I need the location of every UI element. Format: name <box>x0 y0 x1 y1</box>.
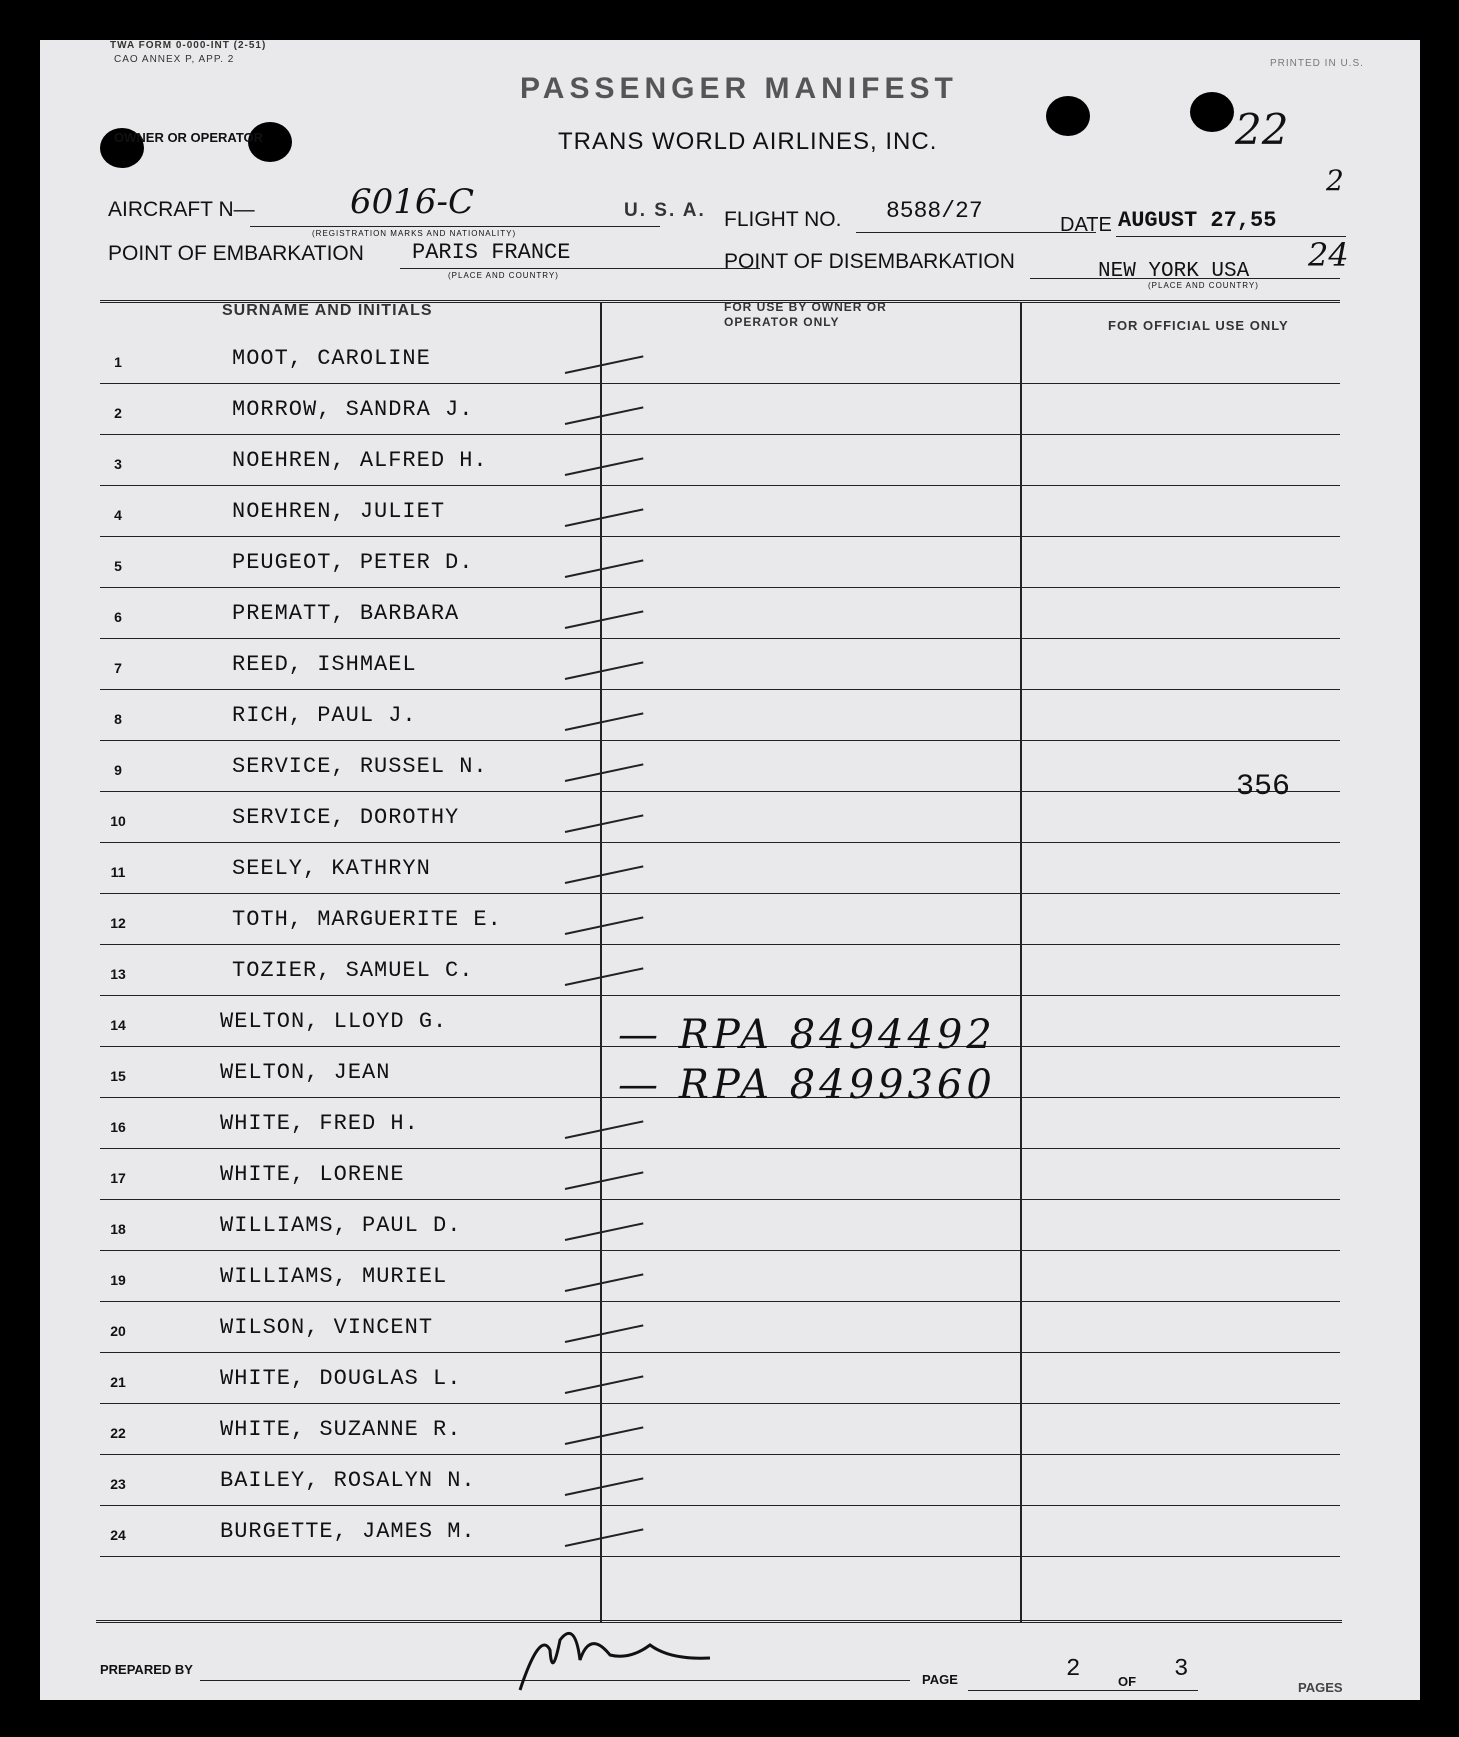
row-number: 20 <box>110 1323 126 1339</box>
row-number: 18 <box>110 1221 126 1237</box>
page-value: 2 <box>1066 1656 1081 1683</box>
embark-label: POINT OF EMBARKATION <box>108 242 364 265</box>
check-mark <box>565 763 644 782</box>
passenger-name: BAILEY, ROSALYN N. <box>220 1468 476 1493</box>
row-divider <box>100 1352 1340 1353</box>
check-mark <box>565 1171 644 1190</box>
date-label: DATE <box>1060 214 1112 236</box>
row-divider <box>100 893 1340 894</box>
check-mark <box>565 1477 644 1496</box>
passenger-name: PREMATT, BARBARA <box>232 601 460 626</box>
page-title: PASSENGER MANIFEST <box>520 72 958 105</box>
row-divider <box>100 1301 1340 1302</box>
row-divider <box>100 995 1340 996</box>
check-mark <box>565 661 644 680</box>
row-divider <box>100 536 1340 537</box>
row-divider <box>100 485 1340 486</box>
row-number: 19 <box>110 1272 126 1288</box>
row-number: 6 <box>114 609 122 625</box>
row-number: 3 <box>114 456 122 472</box>
passenger-name: TOZIER, SAMUEL C. <box>232 958 474 983</box>
row-divider <box>100 1148 1340 1149</box>
cao-annex: CAO ANNEX P, APP. 2 <box>114 54 235 65</box>
of-label: OF <box>1118 1674 1137 1689</box>
check-mark <box>565 610 644 629</box>
printed-label: PRINTED IN U.S. <box>1270 58 1364 69</box>
check-mark <box>565 1324 644 1343</box>
passenger-name: WILSON, VINCENT <box>220 1315 434 1340</box>
passenger-name: RICH, PAUL J. <box>232 703 417 728</box>
official-number: 356 <box>1236 770 1291 804</box>
row-divider <box>100 842 1340 843</box>
row-divider <box>100 1454 1340 1455</box>
preparer-signature <box>480 1600 780 1710</box>
check-mark <box>565 457 644 476</box>
check-mark <box>565 916 644 935</box>
check-mark <box>565 712 644 731</box>
check-mark <box>565 1528 644 1547</box>
passenger-name: MORROW, SANDRA J. <box>232 397 474 422</box>
airline-name: TRANS WORLD AIRLINES, INC. <box>558 128 938 155</box>
row-divider <box>100 1403 1340 1404</box>
punch-hole <box>1190 92 1234 132</box>
row-number: 22 <box>110 1425 126 1441</box>
passenger-name: TOTH, MARGUERITE E. <box>232 907 502 932</box>
page-mark: 22 <box>1235 105 1289 154</box>
row-number: 15 <box>110 1068 126 1084</box>
passenger-name: WHITE, FRED H. <box>220 1111 419 1136</box>
passenger-name: WELTON, LLOYD G. <box>220 1009 448 1034</box>
row-divider <box>100 944 1340 945</box>
flight-no-value: 8588/27 <box>886 198 983 224</box>
row-number: 8 <box>114 711 122 727</box>
passenger-name: SEELY, KATHRYN <box>232 856 431 881</box>
form-code: TWA FORM 0-000-INT (2-51) <box>110 40 267 51</box>
rpa-note-14: — RPA 8494492 <box>618 1012 996 1058</box>
registration-caption: (REGISTRATION MARKS AND NATIONALITY) <box>312 229 517 238</box>
prepared-label: PREPARED BY <box>100 1662 193 1677</box>
row-number: 21 <box>110 1374 126 1390</box>
embark-value: PARIS FRANCE <box>412 240 571 265</box>
aircraft-label: AIRCRAFT N— <box>108 198 255 221</box>
passenger-name: SERVICE, DOROTHY <box>232 805 460 830</box>
row-divider <box>100 434 1340 435</box>
check-mark <box>565 355 644 374</box>
embark-caption: (PLACE AND COUNTRY) <box>448 271 559 280</box>
row-divider <box>100 740 1340 741</box>
row-divider <box>100 1250 1340 1251</box>
row-divider <box>100 587 1340 588</box>
row-number: 13 <box>110 966 126 982</box>
row-number: 7 <box>114 660 122 676</box>
row-divider <box>100 383 1340 384</box>
row-number: 5 <box>114 558 122 574</box>
row-number: 16 <box>110 1119 126 1135</box>
row-number: 23 <box>110 1476 126 1492</box>
check-mark <box>565 1120 644 1139</box>
passenger-name: REED, ISHMAEL <box>232 652 417 677</box>
row-divider <box>100 638 1340 639</box>
row-number: 11 <box>110 864 126 880</box>
owner-label: OWNER OR OPERATOR <box>114 130 264 145</box>
rpa-note-15: — RPA 8499360 <box>618 1062 996 1108</box>
flight-no-label: FLIGHT NO. <box>724 208 842 231</box>
row-number: 24 <box>110 1527 126 1543</box>
passenger-name: WHITE, LORENE <box>220 1162 405 1187</box>
row-number: 1 <box>114 354 122 370</box>
disembark-caption: (PLACE AND COUNTRY) <box>1148 281 1259 290</box>
row-number: 9 <box>114 762 122 778</box>
col-header-official: FOR OFFICIAL USE ONLY <box>1108 318 1289 333</box>
disembark-label: POINT OF DISEMBARKATION <box>724 250 1015 273</box>
check-mark <box>565 406 644 425</box>
passenger-name: WHITE, DOUGLAS L. <box>220 1366 462 1391</box>
row-number: 2 <box>114 405 122 421</box>
date-value: AUGUST 27,55 <box>1118 208 1277 233</box>
row-divider <box>100 791 1340 792</box>
punch-hole <box>1046 96 1090 136</box>
row-number: 17 <box>110 1170 126 1186</box>
of-value: 3 <box>1174 1656 1189 1683</box>
pages-label: PAGES <box>1298 1680 1343 1695</box>
disembark-note: 24 <box>1308 236 1349 274</box>
check-mark <box>565 967 644 986</box>
row-number: 14 <box>110 1017 126 1033</box>
passenger-name: WELTON, JEAN <box>220 1060 391 1085</box>
check-mark <box>565 559 644 578</box>
date-correction: 2 <box>1326 164 1344 197</box>
check-mark <box>565 814 644 833</box>
row-divider <box>100 689 1340 690</box>
passenger-name: WILLIAMS, MURIEL <box>220 1264 448 1289</box>
row-number: 10 <box>110 813 126 829</box>
check-mark <box>565 1375 644 1394</box>
check-mark <box>565 1273 644 1292</box>
check-mark <box>565 865 644 884</box>
row-divider <box>100 1199 1340 1200</box>
check-mark <box>565 508 644 527</box>
passenger-name: SERVICE, RUSSEL N. <box>232 754 488 779</box>
row-divider <box>100 1505 1340 1506</box>
page-label: PAGE <box>922 1672 958 1687</box>
passenger-name: BURGETTE, JAMES M. <box>220 1519 476 1544</box>
country-label: U. S. A. <box>624 200 706 221</box>
passenger-name: NOEHREN, ALFRED H. <box>232 448 488 473</box>
aircraft-value: 6016-C <box>350 182 475 222</box>
row-number: 12 <box>110 915 126 931</box>
row-divider <box>100 1556 1340 1557</box>
col-header-owner: FOR USE BY OWNER OR OPERATOR ONLY <box>724 300 887 329</box>
passenger-name: WILLIAMS, PAUL D. <box>220 1213 462 1238</box>
passenger-name: WHITE, SUZANNE R. <box>220 1417 462 1442</box>
passenger-name: PEUGEOT, PETER D. <box>232 550 474 575</box>
disembark-value: NEW YORK USA <box>1098 260 1250 283</box>
check-mark <box>565 1222 644 1241</box>
passenger-name: MOOT, CAROLINE <box>232 346 431 371</box>
row-number: 4 <box>114 507 122 523</box>
check-mark <box>565 1426 644 1445</box>
passenger-name: NOEHREN, JULIET <box>232 499 446 524</box>
manifest-sheet <box>40 40 1420 1700</box>
col-header-name: SURNAME AND INITIALS <box>222 302 433 319</box>
